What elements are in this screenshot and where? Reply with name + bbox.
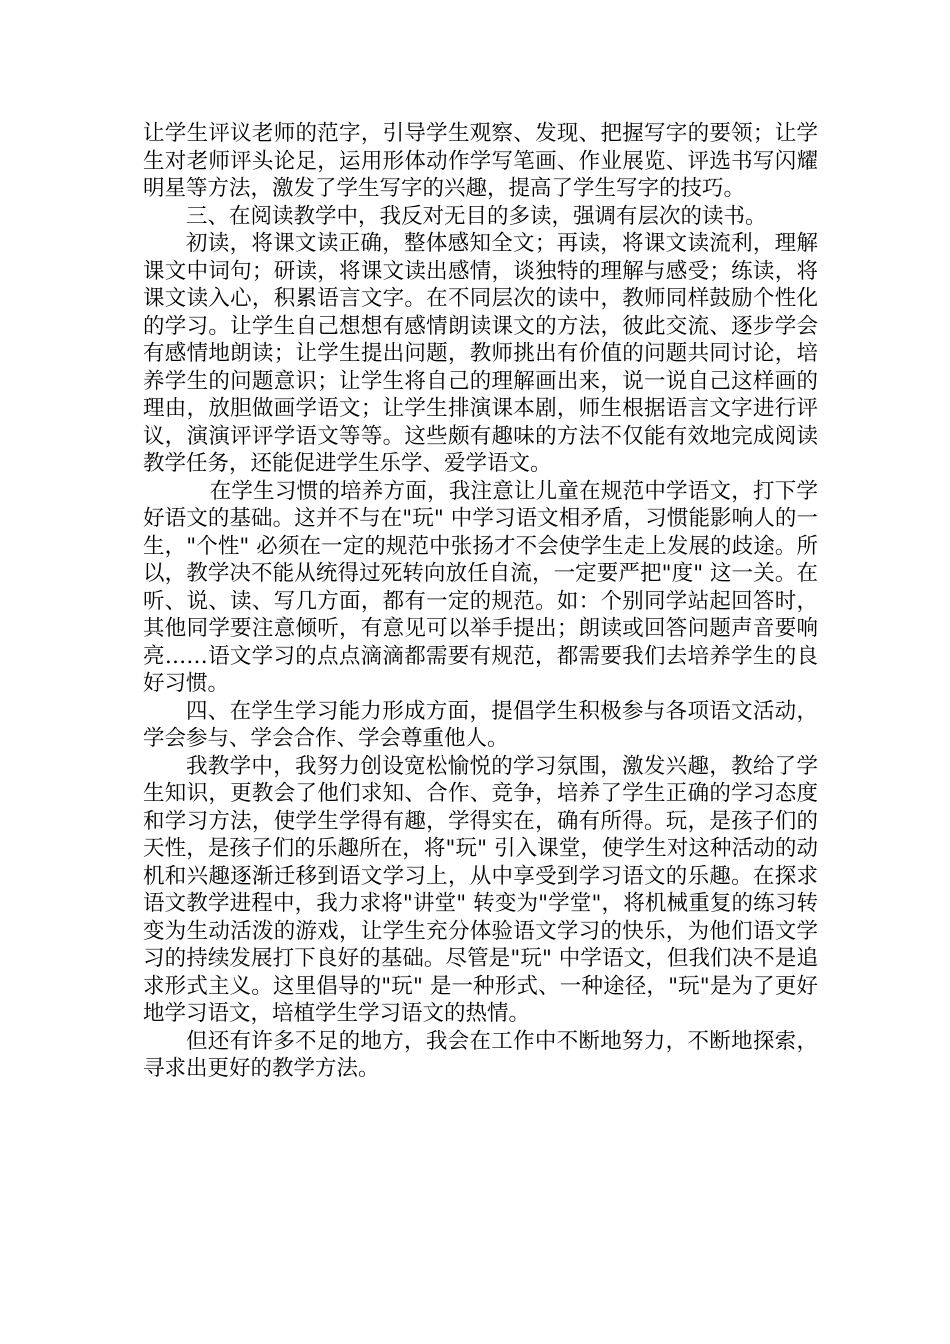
paragraph-reading-levels: 初读，将课文读正确，整体感知全文；再读，将课文读流利，理解课文中词句；研读，将课文读出感情，谈独特的理解与感受；练读，将课文读入心，积累语言文字。在不同层次的读中，教师同样鼓励个性化的学习。让学生自己想想有感情朗读课文的方法，彼此交流、逐步学会有感情地朗读；让学生提出问题，教师挑出有价值的问题共同讨论，培养学生的问题意识；让学生将自己的理解画出来，说一说自己这样画的理由，放胆做画学语文；让学生排演课本剧，师生根据语言文字进行评议，演演评评学语文等等。这些颇有趣味的方法不仅能有效地完成阅读教学任务，还能促进学生乐学、爱学语文。 (143, 231, 818, 476)
heading-reading-teaching: 三、在阅读教学中，我反对无目的多读，强调有层次的读书。 (186, 203, 767, 229)
paragraph-teaching-approach: 我教学中，我努力创设宽松愉悦的学习氛围，激发兴趣，教给了学生知识，更教会了他们求知、合作、竞争，培养了学生正确的学习态度和学习方法，使学生学得有趣，学得实在，确有所得。玩，是孩子们的天性，是孩子们的乐趣所在，将"玩" 引入课堂，使学生对这种活动的动机和兴趣逐渐迁移到语文学习上，从中享受到学习语文的乐趣。在探求语文教学进程中，我力求将"讲堂" 转变为"学堂"，将机械重复的练习转变为生动活泼的游戏，让学生充分体验语文学习的快乐，为他们语文学习的持续发展打下良好的基础。尽管是"玩" 中学语文，但我们决不是追求形式主义。这里倡导的"玩" 是一种形式、一种途径，"玩"是为了更好地学习语文，培植学生学习语文的热情。 (143, 753, 818, 1026)
paragraph-conclusion: 但还有许多不足的地方，我会在工作中不断地努力，不断地探索，寻求出更好的教学方法。 (143, 1028, 818, 1081)
paragraph-study-habits: 在学生习惯的培养方面，我注意让儿童在规范中学语文，打下学好语文的基础。这并不与在"玩" 中学习语文相矛盾，习惯能影响人的一生，"个性" 必须在一定的规范中张扬才不会使学生走上发展的歧途。所以，教学决不能从统得过死转向放任自流，一定要严把"度" 这一关。在听、说、读、写几方面，都有一定的规范。如：个别同学站起回答时，其他同学要注意倾听，有意见可以举手提出；朗读或回答问题声音要响亮……语文学习的点点滴滴都需要有规范，都需要我们去培养学生的良好习惯。 (143, 478, 818, 696)
document-page (143, 120, 818, 1083)
paragraph-writing-practice: 让学生评议老师的范字，引导学生观察、发现、把握写字的要领；让学生对老师评头论足，运用形体动作学写笔画、作业展览、评选书写闪耀明星等方法，激发了学生写字的兴趣，提高了学生写字的技巧。 (143, 121, 818, 201)
heading-learning-ability: 四、在学生学习能力形成方面，提倡学生积极参与各项语文活动，学会参与、学会合作、学会尊重他人。 (143, 698, 818, 751)
